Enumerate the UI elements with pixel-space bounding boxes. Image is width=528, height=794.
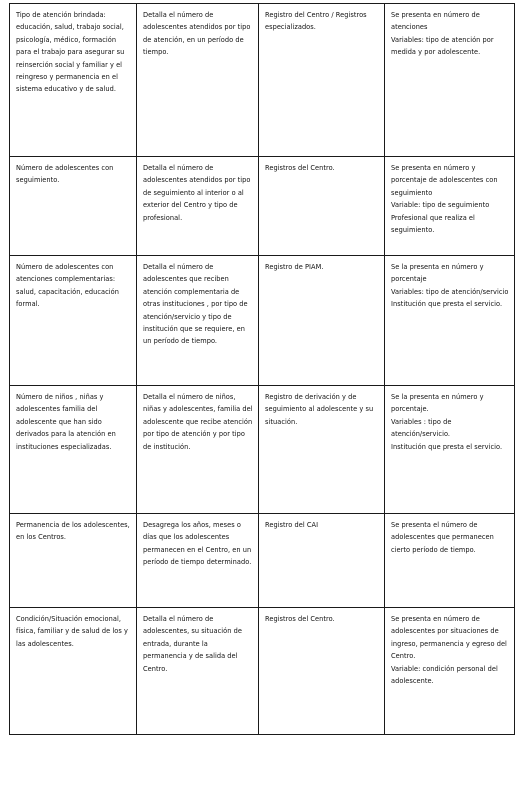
indicator-presentation-cell [385,386,515,514]
indicator-detail: Detalla el número de adolescentes atendidos por tipo de atención, en un período de tiempo. [143,11,251,57]
indicator-source-cell [259,514,385,608]
indicator-description-cell [10,4,137,157]
indicator-presentation-cell [385,256,515,386]
table-row [10,608,515,735]
indicator-detail-cell [137,608,259,735]
indicator-detail: Detalla el número de adolescentes que reciben atención complementaria de otras instituciones , por tipo de atención/servicio y tipo de institución que se requiere, en un período de tiempo. [143,263,248,346]
indicator-description-cell [10,386,137,514]
indicator-source-cell [259,256,385,386]
indicator-description: Número de adolescentes con atenciones complementarias: salud, capacitación, educación formal. [16,263,119,309]
indicator-detail: Detalla el número de adolescentes, su situación de entrada, durante la permanencia y de salida del Centro. [143,615,242,673]
indicator-source: Registro del Centro / Registros especializados. [265,11,367,32]
indicator-presentation-cell [385,4,515,157]
indicator-presentation: Se la presenta en número y porcentaje. Variables : tipo de atención/servicio. Institución que presta el servicio. [391,393,503,451]
indicator-source-cell [259,4,385,157]
table-row [10,256,515,386]
indicator-description-cell [10,608,137,735]
indicator-description-cell [10,256,137,386]
indicator-detail: Desagrega los años, meses o días que los adolescentes permanecen en el Centro, en un período de tiempo determinado. [143,521,252,567]
indicator-presentation: Se la presenta en número y porcentaje Variables: tipo de atención/servicio Institución que presta el servicio. [391,263,509,309]
indicator-presentation-cell [385,157,515,256]
table-row [10,4,515,157]
indicator-detail: Detalla el número de niños, niñas y adolescentes, familia del adolescente que recibe atención por tipo de atención y por tipo de institución. [143,393,253,451]
indicator-presentation: Se presenta en número de adolescentes por situaciones de ingreso, permanencia y egreso del Centro. Variable: condición personal del adolescente. [391,615,507,686]
indicator-source: Registros del Centro. [265,615,335,623]
indicator-source: Registro del CAI [265,521,319,529]
indicator-presentation-cell [385,608,515,735]
indicator-source: Registro de derivación y de seguimiento al adolescente y su situación. [265,393,374,426]
indicator-source: Registros del Centro. [265,164,335,172]
indicator-presentation: Se presenta el número de adolescentes que permanecen cierto período de tiempo. [391,521,494,554]
indicator-presentation: Se presenta en número y porcentaje de adolescentes con seguimiento Variable: tipo de seguimiento Profesional que realiza el seguimiento. [391,164,498,235]
indicator-description: Número de adolescentes con seguimiento. [16,164,114,185]
indicator-description-cell [10,157,137,256]
indicator-presentation-cell [385,514,515,608]
indicator-description: Tipo de atención brindada: educación, salud, trabajo social, psicología, médico, formación para el trabajo para asegurar su reinserción social y familiar y el reingreso y permanencia en el sistema educativo y de salud. [16,11,125,94]
indicator-description-cell [10,514,137,608]
indicator-detail-cell [137,4,259,157]
indicator-detail: Detalla el número de adolescentes atendidos por tipo de seguimiento al interior o al exterior del Centro y tipo de profesional. [143,164,251,222]
indicator-source-cell [259,608,385,735]
indicator-source: Registro de PIAM. [265,263,324,271]
table-row [10,157,515,256]
indicator-detail-cell [137,514,259,608]
indicator-detail-cell [137,256,259,386]
indicators-table [9,3,515,735]
indicator-source-cell [259,386,385,514]
indicator-detail-cell [137,157,259,256]
indicators-table-container [9,3,514,735]
indicator-description: Condición/Situación emocional, física, familiar y de salud de los y las adolescentes. [16,615,128,648]
indicator-detail-cell [137,386,259,514]
indicator-description: Número de niños , niñas y adolescentes familia del adolescente que han sido derivados para la atención en instituciones especializadas. [16,393,116,451]
table-row [10,386,515,514]
indicator-description: Permanencia de los adolescentes, en los Centros. [16,521,130,542]
indicator-presentation: Se presenta en número de atenciones Variables: tipo de atención por medida y por adolescente. [391,11,494,57]
indicator-source-cell [259,157,385,256]
table-row [10,514,515,608]
